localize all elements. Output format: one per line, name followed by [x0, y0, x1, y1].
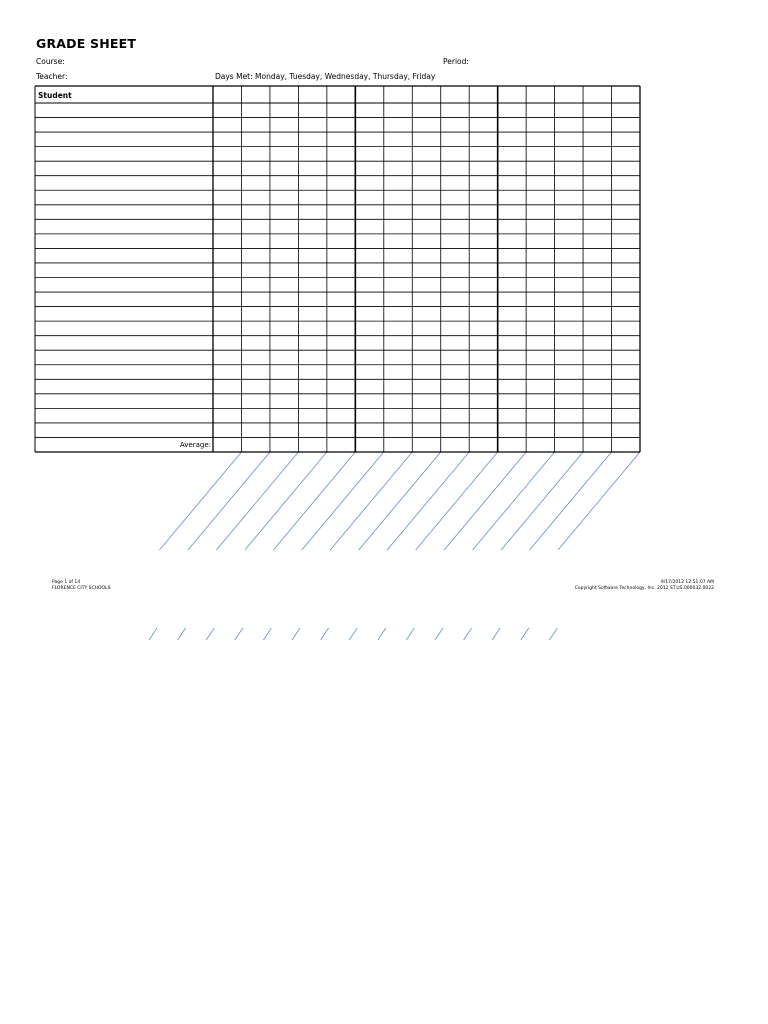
- column-tick-slant: [178, 628, 186, 640]
- column-tick-slants: [149, 628, 557, 640]
- footer-school: FLORENCE CITY SCHOOLS: [52, 586, 111, 591]
- column-tick-slant: [492, 628, 500, 640]
- footer-left: [52, 580, 110, 592]
- column-tick-slant: [349, 628, 357, 640]
- column-tick-slant: [521, 628, 529, 640]
- column-tick-slant: [549, 628, 557, 640]
- course-label: Course:: [36, 57, 65, 66]
- column-header-slants: [159, 452, 640, 550]
- column-tick-slant: [378, 628, 386, 640]
- average-label: Average:: [179, 441, 211, 449]
- column-tick-slant: [321, 628, 329, 640]
- column-tick-slant: [435, 628, 443, 640]
- column-tick-slant: [235, 628, 243, 640]
- period-label: Period:: [443, 57, 469, 66]
- column-tick-slant: [149, 628, 157, 640]
- footer-right: [575, 580, 714, 592]
- footer-page: Page 1 of 14: [52, 580, 81, 585]
- column-tick-slant: [263, 628, 271, 640]
- grid-lines: [35, 86, 640, 452]
- column-tick-slant: [292, 628, 300, 640]
- column-tick-slant: [206, 628, 214, 640]
- column-tick-slant: [406, 628, 414, 640]
- days-met-label: Days Met: Monday, Tuesday, Wednesday, Thursday, Friday: [215, 72, 436, 81]
- column-tick-slant: [464, 628, 472, 640]
- teacher-label: Teacher:: [36, 72, 68, 81]
- footer-timestamp: 9/17/2012 12:51:07 AM: [660, 580, 714, 585]
- page-title: GRADE SHEET: [36, 36, 137, 51]
- student-column-header: Student: [38, 91, 72, 100]
- footer-copyright: Copyright Software Technology, Inc. 2012 ST.US.000032.0022: [574, 586, 714, 591]
